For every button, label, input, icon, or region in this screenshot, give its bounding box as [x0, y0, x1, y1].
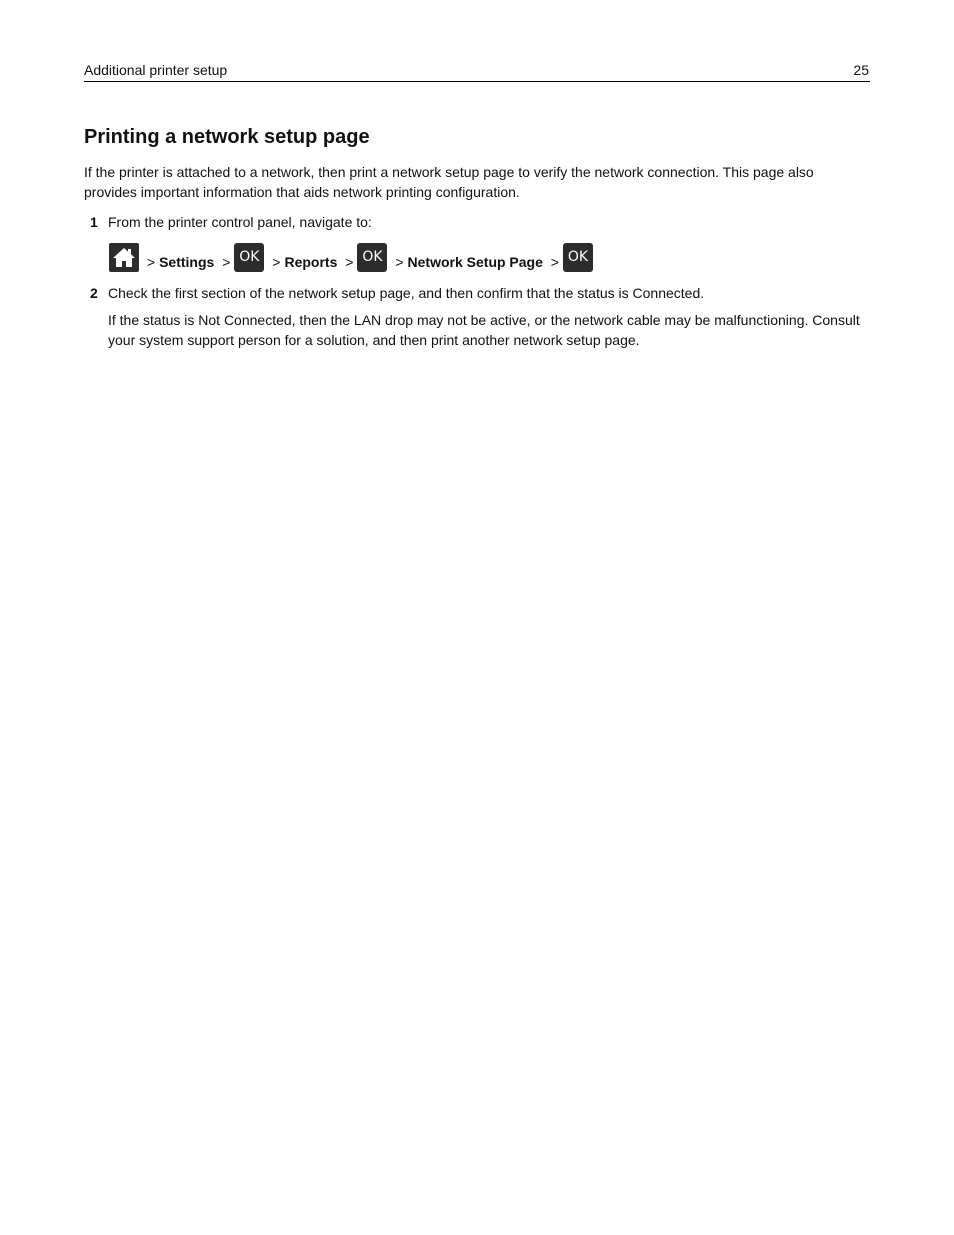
path-item-settings: Settings [159, 254, 215, 270]
home-icon [109, 243, 139, 272]
step-note-2: If the status is Not Connected, then the LAN drop may not be active, or the network cable may be malfunctioning. Consult your system support person for a solution, and then print another network setup page. [108, 312, 860, 348]
step-number-1: 1 [90, 214, 98, 230]
step-text-2: Check the first section of the network setup page, and then confirm that the status is Connected. [108, 285, 705, 301]
path-separator: > [146, 254, 156, 270]
page-title: Printing a network setup page [84, 126, 370, 148]
header-section-title: Additional printer setup [84, 62, 228, 78]
step-number-2: 2 [90, 285, 98, 301]
navigation-path [109, 243, 593, 273]
page-number: 25 [853, 62, 869, 78]
ok-button-icon: OK [357, 243, 387, 272]
path-item-network-setup-page: Network Setup Page [407, 254, 543, 270]
ok-button-icon: OK [563, 243, 593, 272]
path-separator: > [272, 254, 281, 270]
path-separator: > [550, 254, 559, 270]
path-item-reports: Reports [284, 254, 338, 270]
running-header [84, 60, 870, 82]
path-separator: > [345, 254, 354, 270]
path-separator: > [222, 254, 231, 270]
intro-paragraph: If the printer is attached to a network, then print a network setup page to verify the network connection. This page also provides important information that aids network printing configuration. [84, 164, 814, 200]
step-text-1: From the printer control panel, navigate to: [108, 214, 372, 230]
ok-button-icon: OK [234, 243, 264, 272]
path-separator: > [395, 254, 404, 270]
